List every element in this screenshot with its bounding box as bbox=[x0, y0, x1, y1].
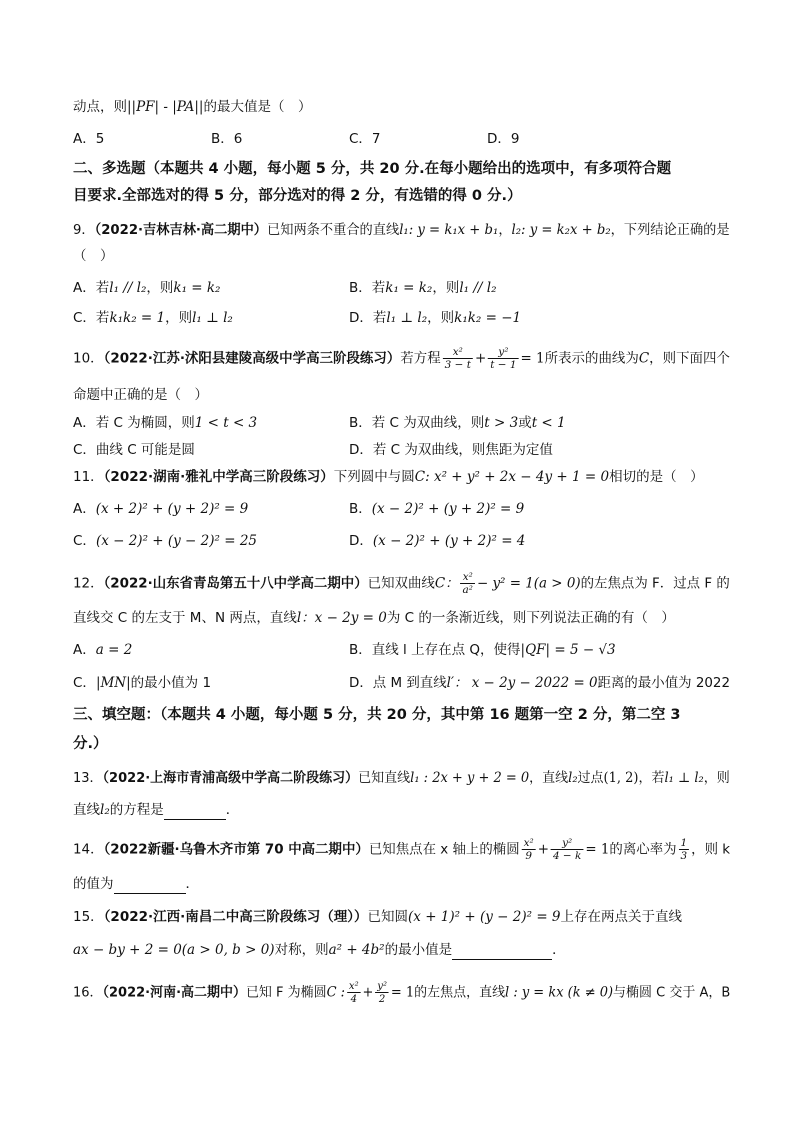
q15-stem: 15．（2022·江西·南昌二中高三阶段练习（理））已知圆(x + 1)² + (y − 2)² = 9上存在两点关于直线 bbox=[73, 909, 683, 925]
q10-option-d: D．若 C 为双曲线，则焦距为定值 bbox=[349, 442, 553, 458]
q15-source: （2022·江西·南昌二中高三阶段练习（理）） bbox=[103, 909, 368, 925]
q9-source: （2022·吉林吉林·高二期中） bbox=[94, 222, 268, 238]
q11-option-c: C．(x − 2)² + (y − 2)² = 25 bbox=[73, 533, 258, 549]
q8-expression: ||PF| - |PA|| bbox=[127, 99, 204, 115]
q9-option-a: A．若l₁ // l₂，则k₁ = k₂ bbox=[73, 280, 221, 296]
q12-option-d: D．点 M 到直线l′： x − 2y − 2022 = 0距离的最小值为 2022 bbox=[349, 675, 731, 691]
q14-answer-blank[interactable] bbox=[114, 877, 186, 894]
q11-option-b: B．(x − 2)² + (y + 2)² = 9 bbox=[349, 501, 525, 517]
q11-option-d: D．(x − 2)² + (y + 2)² = 4 bbox=[349, 533, 526, 549]
q10-fraction-y: $\frac{\text{y²}}{t - 1}$ bbox=[490, 346, 517, 371]
q10-fraction-x: $\frac{\text{x²}}{3 - t}$ bbox=[444, 346, 471, 371]
q14-eccentricity: $\frac{1}{3}$ bbox=[680, 837, 688, 862]
q8-stem-tail bbox=[73, 97, 311, 117]
q9-option-b: B．若k₁ = k₂，则l₁ // l₂ bbox=[349, 280, 497, 296]
q9-option-d: D．若l₁ ⊥ l₂，则k₁k₂ = −1 bbox=[349, 310, 522, 326]
q14-stem-cont: 的值为 ． bbox=[73, 876, 199, 892]
q12-option-c: C．|MN|的最小值为 1 bbox=[73, 675, 212, 691]
q9-line-l1: l₁: y = k₁x + b₁ bbox=[399, 222, 499, 238]
q9-answer-paren: （ ） bbox=[73, 248, 114, 264]
q10-stem: 10．（2022·江苏·沭阳县建陵高级中学高三阶段练习）若方程 $\frac{\text{x²}}{3 - t}$ + $\frac{\text{y²}}{t - 1}$ = 1所表示的曲线为C，则下面四个 bbox=[73, 346, 730, 371]
q12-fraction: $\frac{\text{x²}}{\text{a²}}$ bbox=[462, 571, 473, 596]
q10-option-a: A．若 C 为椭圆，则1 < t < 3 bbox=[73, 415, 258, 431]
q13-stem: 13．（2022·上海市青浦高级中学高二阶段练习）已知直线l₁ : 2x + y + 2 = 0，直线l₂过点(1, 2)，若l₁ ⊥ l₂，则 bbox=[73, 770, 730, 786]
section3-heading-cont: 分.） bbox=[73, 736, 108, 752]
q13-answer-blank[interactable] bbox=[164, 803, 226, 820]
q11-option-a: A．(x + 2)² + (y + 2)² = 9 bbox=[73, 501, 249, 517]
q10-source: （2022·江苏·沭阳县建陵高级中学高三阶段练习） bbox=[103, 350, 401, 367]
q12-source: （2022·山东省青岛第五十八中学高二期中） bbox=[103, 575, 368, 592]
q10-option-b: B．若 C 为双曲线，则t > 3或t < 1 bbox=[349, 415, 566, 431]
q16-source: （2022·河南·高二期中） bbox=[102, 984, 246, 1001]
q8-option-c: C．7 bbox=[349, 131, 381, 147]
q10-option-c: C．曲线 C 可能是圆 bbox=[73, 442, 195, 458]
q15-answer-blank[interactable] bbox=[452, 943, 552, 960]
q14-source: （2022新疆·乌鲁木齐市第 70 中高二期中） bbox=[103, 841, 369, 858]
q11-circle-equation: C: x² + y² + 2x − 4y + 1 = 0 bbox=[414, 469, 610, 485]
q10-stem-cont: 命题中正确的是（ ） bbox=[73, 387, 208, 403]
q8-option-d: D．9 bbox=[487, 131, 520, 147]
q13-stem-cont: 直线l₂的方程是 ． bbox=[73, 802, 240, 818]
q16-stem: 16．（2022·河南·高二期中）已知 F 为椭圆C : $\frac{\text{x²}}{4}$ + $\frac{\text{y²}}{2}$ = 1的左焦点，直线l : y = kx (k ≠ 0)与椭圆 C 交于 A，B bbox=[73, 980, 731, 1005]
q8-option-b: B．6 bbox=[211, 131, 243, 147]
q12-option-a: A．a = 2 bbox=[73, 642, 133, 658]
q16-fraction-x: $\frac{\text{x²}}{4}$ bbox=[348, 980, 359, 1005]
q8-text: 动点，则 bbox=[73, 99, 127, 115]
section2-heading-cont: 目要求.全部选对的得 5 分，部分选对的得 2 分，有选错的得 0 分.） bbox=[73, 188, 522, 204]
q9-stem: 9．（2022·吉林吉林·高二期中）已知两条不重合的直线l₁: y = k₁x + b₁，l₂: y = k₂x + b₂，下列结论正确的是 bbox=[73, 222, 730, 238]
q14-fraction-y: $\frac{\text{y²}}{4 - k}$ bbox=[552, 837, 582, 862]
q9-line-l2: l₂: y = k₂x + b₂ bbox=[511, 222, 611, 238]
q16-fraction-y: $\frac{\text{y²}}{2}$ bbox=[377, 980, 388, 1005]
q14-stem: 14．（2022新疆·乌鲁木齐市第 70 中高二期中）已知焦点在 x 轴上的椭圆 $\frac{\text{x²}}{9}$ + $\frac{\text{y²}}{4 - k}$ = 1的离心率为 $\frac{1}{3}$ ，则 k bbox=[73, 837, 731, 862]
q12-option-b: B．直线 l 上存在点 Q，使得|QF| = 5 − √3 bbox=[349, 642, 616, 658]
section2-heading: 二、多选题（本题共 4 小题，每小题 5 分，共 20 分.在每小题给出的选项中，有多项符合题 bbox=[73, 161, 672, 177]
q9-option-c: C．若k₁k₂ = 1，则l₁ ⊥ l₂ bbox=[73, 310, 233, 326]
q15-stem-cont: ax − by + 2 = 0(a > 0, b > 0)对称，则a² + 4b²的最小值是 ． bbox=[73, 942, 566, 958]
q13-source: （2022·上海市青浦高级中学高二阶段练习） bbox=[102, 770, 359, 786]
q11-source: （2022·湖南·雅礼中学高三阶段练习） bbox=[103, 469, 334, 485]
section3-heading: 三、填空题：（本题共 4 小题，每小题 5 分，共 20 分，其中第 16 题第一空 2 分，第二空 3 bbox=[73, 707, 681, 723]
q8-text-after: 的最大值是（ ） bbox=[203, 99, 312, 115]
q12-stem-cont: 直线交 C 的左支于 M、N 两点，直线l：x − 2y = 0为 C 的一条渐近线，则下列说法正确的有（ ） bbox=[73, 610, 675, 626]
q12-stem: 12．（2022·山东省青岛第五十八中学高二期中）已知双曲线C： $\frac{\text{x²}}{\text{a²}}$ − y² = 1(a > 0)的左焦点为 F．过点 F 的 bbox=[73, 571, 730, 596]
q11-stem: 11．（2022·湖南·雅礼中学高三阶段练习）下列圆中与圆C: x² + y² + 2x − 4y + 1 = 0相切的是（ ） bbox=[73, 469, 704, 485]
q14-fraction-x: $\frac{\text{x²}}{9}$ bbox=[523, 837, 534, 862]
q8-option-a: A．5 bbox=[73, 131, 105, 147]
